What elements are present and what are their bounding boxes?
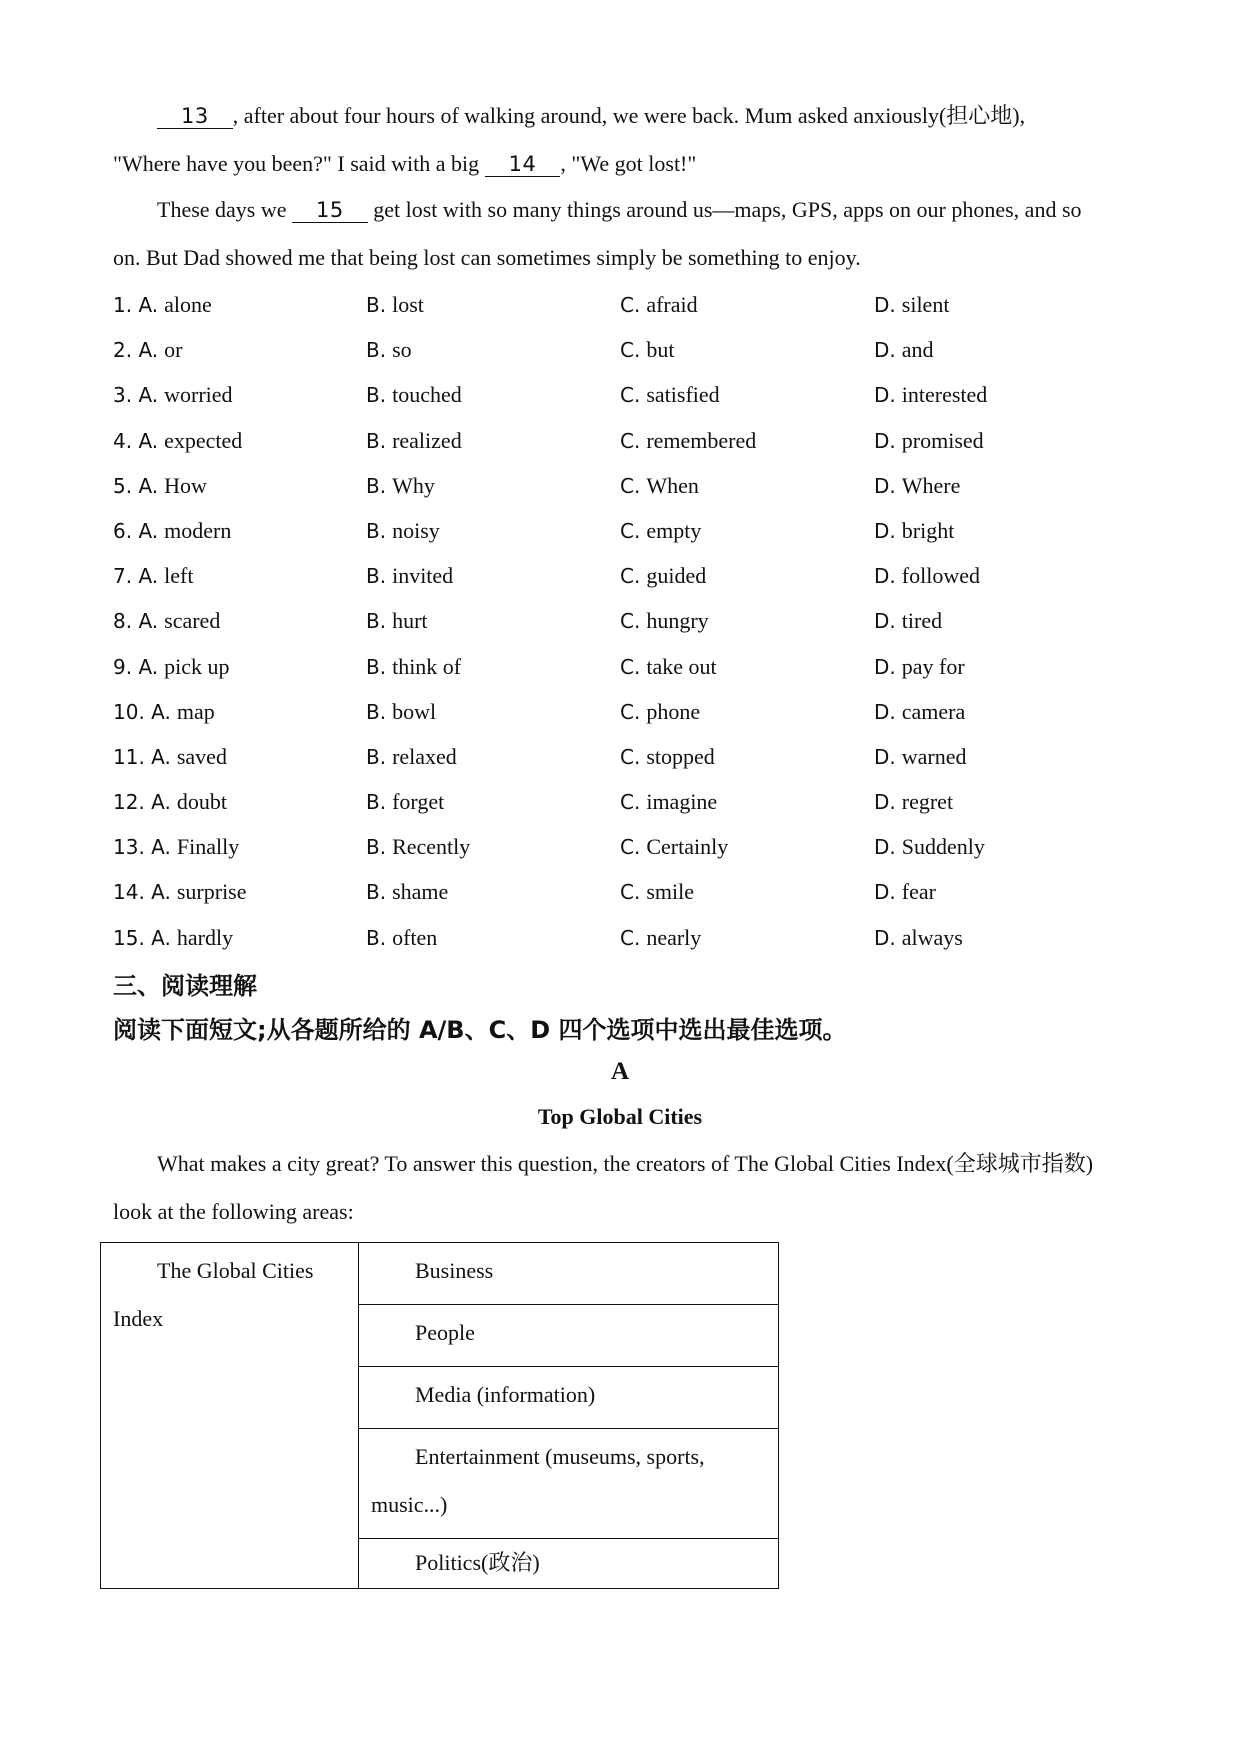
option-text: interested xyxy=(901,382,988,408)
option-a xyxy=(113,734,227,780)
reading-intro-text: What makes a city great? To answer this question, the creators of The Global Cities Index(全球城市指数) xyxy=(157,1151,1094,1176)
option-label: D. xyxy=(874,473,896,498)
option-a xyxy=(113,915,233,961)
option-label: 6. A. xyxy=(113,518,159,543)
option-text: smile xyxy=(646,879,694,905)
option-label: C. xyxy=(620,338,641,363)
table-cell-text: People xyxy=(415,1320,475,1345)
blank-14: 14 xyxy=(485,152,561,177)
option-c xyxy=(620,282,698,328)
option-label: C. xyxy=(620,654,641,679)
option-label: C. xyxy=(620,744,641,769)
passage-text: , after about four hours of walking around, we were back. Mum asked anxiously(担心地), xyxy=(232,103,1026,128)
option-a xyxy=(113,869,247,915)
option-label: B. xyxy=(366,880,387,905)
option-text: nearly xyxy=(646,924,702,950)
option-text: or xyxy=(164,337,183,363)
option-label: B. xyxy=(366,338,387,363)
option-label: B. xyxy=(366,744,387,769)
option-text: worried xyxy=(164,382,233,408)
option-label: C. xyxy=(620,609,641,634)
option-b xyxy=(366,463,435,509)
option-label: D. xyxy=(874,925,896,950)
passage-text: These days we xyxy=(157,197,293,222)
option-label: D. xyxy=(874,835,896,860)
question-row xyxy=(113,463,1123,508)
option-text: empty xyxy=(646,517,702,543)
option-text: surprise xyxy=(176,879,247,905)
option-label: D. xyxy=(874,880,896,905)
reading-intro-line-1 xyxy=(113,1140,1123,1188)
option-label: 11. A. xyxy=(113,744,171,769)
option-text: modern xyxy=(164,517,232,543)
section-heading: 三、阅读理解 xyxy=(113,972,257,1000)
option-a xyxy=(113,779,227,825)
option-a xyxy=(113,372,233,418)
reading-intro-text: look at the following areas: xyxy=(113,1199,354,1224)
question-row xyxy=(113,372,1123,417)
table-cell-text: Media (information) xyxy=(415,1382,596,1407)
option-text: Why xyxy=(392,472,435,498)
option-c xyxy=(620,553,706,599)
option-c xyxy=(620,869,694,915)
question-row xyxy=(113,644,1123,689)
table-cell-business xyxy=(359,1243,779,1305)
option-label: B. xyxy=(366,383,387,408)
option-label: D. xyxy=(874,654,896,679)
option-b xyxy=(366,689,436,735)
question-row xyxy=(113,915,1123,960)
option-c xyxy=(620,598,709,644)
question-row xyxy=(113,327,1123,372)
option-text: phone xyxy=(646,698,701,724)
option-a xyxy=(113,282,212,328)
table-left-cell xyxy=(101,1243,359,1589)
option-label: C. xyxy=(620,564,641,589)
option-text: shame xyxy=(392,879,449,905)
option-c xyxy=(620,734,715,780)
question-row xyxy=(113,734,1123,779)
option-d xyxy=(874,644,965,690)
option-text: invited xyxy=(392,563,454,589)
option-d xyxy=(874,553,980,599)
question-row xyxy=(113,508,1123,553)
option-label: C. xyxy=(620,383,641,408)
option-a xyxy=(113,327,182,373)
table-cell-politics xyxy=(359,1539,779,1589)
option-label: B. xyxy=(366,518,387,543)
option-text: Where xyxy=(901,472,961,498)
option-text: guided xyxy=(646,563,707,589)
option-label: 8. A. xyxy=(113,609,159,634)
option-text: warned xyxy=(901,743,967,769)
option-label: 15. A. xyxy=(113,925,171,950)
option-label: C. xyxy=(620,473,641,498)
passage-paragraph-4 xyxy=(113,234,1123,282)
passage-text: get lost with so many things around us—maps, GPS, apps on our phones, and so xyxy=(367,197,1082,222)
passage-paragraph-2 xyxy=(113,140,1123,188)
option-c xyxy=(620,372,720,418)
option-d xyxy=(874,282,949,328)
option-text: tired xyxy=(901,608,943,634)
option-text: remembered xyxy=(646,427,757,453)
option-a xyxy=(113,824,239,870)
table-cell-people xyxy=(359,1305,779,1367)
option-c xyxy=(620,689,700,735)
passage-paragraph-3 xyxy=(113,186,1123,234)
passage-title: Top Global Cities xyxy=(537,1104,703,1129)
cloze-options-list xyxy=(113,282,1123,960)
option-text: relaxed xyxy=(392,743,457,769)
option-c xyxy=(620,915,701,961)
option-label: C. xyxy=(620,880,641,905)
option-d xyxy=(874,463,960,509)
option-text: fear xyxy=(901,879,936,905)
option-text: pick up xyxy=(164,653,230,679)
option-a xyxy=(113,598,220,644)
option-b xyxy=(366,418,462,464)
option-label: 12. A. xyxy=(113,790,171,815)
option-label: 14. A. xyxy=(113,880,171,905)
option-text: Recently xyxy=(392,834,471,860)
option-b xyxy=(366,282,424,328)
option-label: 1. A. xyxy=(113,293,159,317)
option-text: imagine xyxy=(646,789,718,815)
option-text: hungry xyxy=(646,608,709,634)
option-text: regret xyxy=(901,789,954,815)
option-text: realized xyxy=(392,427,462,453)
option-b xyxy=(366,553,453,599)
option-text: doubt xyxy=(176,789,227,815)
option-text: saved xyxy=(176,743,227,769)
option-label: 7. A. xyxy=(113,564,159,589)
table-left-line-1: The Global Cities xyxy=(157,1258,314,1283)
option-text: hardly xyxy=(176,924,234,950)
option-text: Suddenly xyxy=(901,834,985,860)
option-label: D. xyxy=(874,744,896,769)
question-row xyxy=(113,779,1123,824)
table-cell-text: Entertainment (museums, sports, xyxy=(415,1444,705,1469)
option-text: think of xyxy=(392,653,462,679)
option-label: 10. A. xyxy=(113,699,171,724)
option-text: bowl xyxy=(392,698,437,724)
option-text: silent xyxy=(901,292,950,317)
option-label: B. xyxy=(366,925,387,950)
option-text: map xyxy=(176,698,215,724)
option-text: left xyxy=(164,563,194,589)
option-text: often xyxy=(392,924,438,950)
question-row xyxy=(113,689,1123,734)
option-label: D. xyxy=(874,338,896,363)
option-a xyxy=(113,644,230,690)
option-label: D. xyxy=(874,790,896,815)
option-label: C. xyxy=(620,518,641,543)
option-a xyxy=(113,418,242,464)
option-b xyxy=(366,779,444,825)
section-instruction: 阅读下面短文;从各题所给的 A/B、C、D 四个选项中选出最佳选项。 xyxy=(113,1016,847,1044)
option-text: lost xyxy=(392,292,424,317)
option-a xyxy=(113,553,193,599)
option-label: B. xyxy=(366,699,387,724)
option-text: noisy xyxy=(392,517,440,543)
option-text: satisfied xyxy=(646,382,720,408)
option-label: B. xyxy=(366,564,387,589)
option-label: D. xyxy=(874,564,896,589)
option-text: afraid xyxy=(646,292,698,317)
question-row xyxy=(113,824,1123,869)
option-d xyxy=(874,779,953,825)
table-cell-media xyxy=(359,1367,779,1429)
option-label: 9. A. xyxy=(113,654,159,679)
option-d xyxy=(874,734,967,780)
option-text: but xyxy=(646,337,675,363)
option-c xyxy=(620,418,756,464)
option-label: B. xyxy=(366,293,387,317)
question-row xyxy=(113,553,1123,598)
option-label: B. xyxy=(366,473,387,498)
option-label: C. xyxy=(620,925,641,950)
option-label: C. xyxy=(620,790,641,815)
option-b xyxy=(366,598,428,644)
option-d xyxy=(874,508,954,554)
option-a xyxy=(113,463,207,509)
option-a xyxy=(113,689,215,735)
option-label: B. xyxy=(366,790,387,815)
option-text: and xyxy=(901,337,934,363)
option-c xyxy=(620,327,674,373)
option-text: Certainly xyxy=(646,834,729,860)
table-cell-text: music...) xyxy=(371,1492,448,1517)
option-d xyxy=(874,418,984,464)
table-cell-entertainment xyxy=(359,1429,779,1539)
option-text: hurt xyxy=(392,608,428,634)
option-b xyxy=(366,915,437,961)
blank-13: 13 xyxy=(157,104,233,129)
table-row xyxy=(101,1243,779,1305)
passage-text: "Where have you been?" I said with a big xyxy=(113,151,485,176)
option-label: D. xyxy=(874,699,896,724)
option-text: pay for xyxy=(901,653,965,679)
option-d xyxy=(874,689,965,735)
option-label: B. xyxy=(366,654,387,679)
passage-letter: A xyxy=(610,1058,630,1085)
option-text: stopped xyxy=(646,743,715,769)
option-text: take out xyxy=(646,653,717,679)
option-c xyxy=(620,644,717,690)
option-text: camera xyxy=(901,698,966,724)
option-d xyxy=(874,327,934,373)
table-cell-text: Politics(政治) xyxy=(415,1550,540,1575)
option-c xyxy=(620,463,699,509)
option-label: 4. A. xyxy=(113,428,159,453)
option-b xyxy=(366,327,412,373)
option-text: alone xyxy=(164,292,212,317)
option-text: followed xyxy=(901,563,980,589)
option-text: promised xyxy=(901,427,984,453)
option-label: 13. A. xyxy=(113,835,171,860)
option-c xyxy=(620,779,717,825)
option-b xyxy=(366,508,440,554)
option-text: touched xyxy=(392,382,462,408)
option-label: 3. A. xyxy=(113,383,159,408)
question-row xyxy=(113,598,1123,643)
option-label: C. xyxy=(620,835,641,860)
option-text: forget xyxy=(392,789,445,815)
option-label: D. xyxy=(874,518,896,543)
option-label: D. xyxy=(874,609,896,634)
question-row xyxy=(113,869,1123,914)
table-cell-text: Business xyxy=(415,1258,494,1283)
option-a xyxy=(113,508,231,554)
option-b xyxy=(366,824,470,870)
option-d xyxy=(874,598,942,644)
option-c xyxy=(620,824,728,870)
option-text: Finally xyxy=(176,834,240,860)
option-b xyxy=(366,372,462,418)
passage-text: on. But Dad showed me that being lost can sometimes simply be something to enjoy. xyxy=(113,245,861,270)
option-b xyxy=(366,869,448,915)
option-label: D. xyxy=(874,383,896,408)
option-label: C. xyxy=(620,699,641,724)
question-row xyxy=(113,418,1123,463)
option-text: How xyxy=(164,472,207,498)
option-text: expected xyxy=(164,427,243,453)
option-text: When xyxy=(646,472,699,498)
option-label: B. xyxy=(366,428,387,453)
option-label: D. xyxy=(874,428,896,453)
table-left-line-2: Index xyxy=(113,1306,164,1331)
option-label: 5. A. xyxy=(113,473,159,498)
option-d xyxy=(874,372,987,418)
option-text: bright xyxy=(901,517,955,543)
option-label: C. xyxy=(620,293,641,317)
global-cities-index-table xyxy=(100,1242,779,1589)
option-b xyxy=(366,734,457,780)
option-label: B. xyxy=(366,609,387,634)
option-c xyxy=(620,508,701,554)
option-text: always xyxy=(901,924,963,950)
option-d xyxy=(874,824,985,870)
option-label: C. xyxy=(620,428,641,453)
option-text: scared xyxy=(164,608,221,634)
option-d xyxy=(874,869,936,915)
option-text: so xyxy=(392,337,412,363)
option-d xyxy=(874,915,963,961)
passage-text: , "We got lost!" xyxy=(560,151,697,176)
reading-intro-line-2 xyxy=(113,1188,1123,1236)
passage-paragraph-1 xyxy=(113,92,1123,140)
option-label: D. xyxy=(874,293,896,317)
blank-15: 15 xyxy=(292,198,368,223)
option-label: B. xyxy=(366,835,387,860)
option-b xyxy=(366,644,461,690)
option-label: 2. A. xyxy=(113,338,159,363)
question-row xyxy=(113,282,1123,327)
